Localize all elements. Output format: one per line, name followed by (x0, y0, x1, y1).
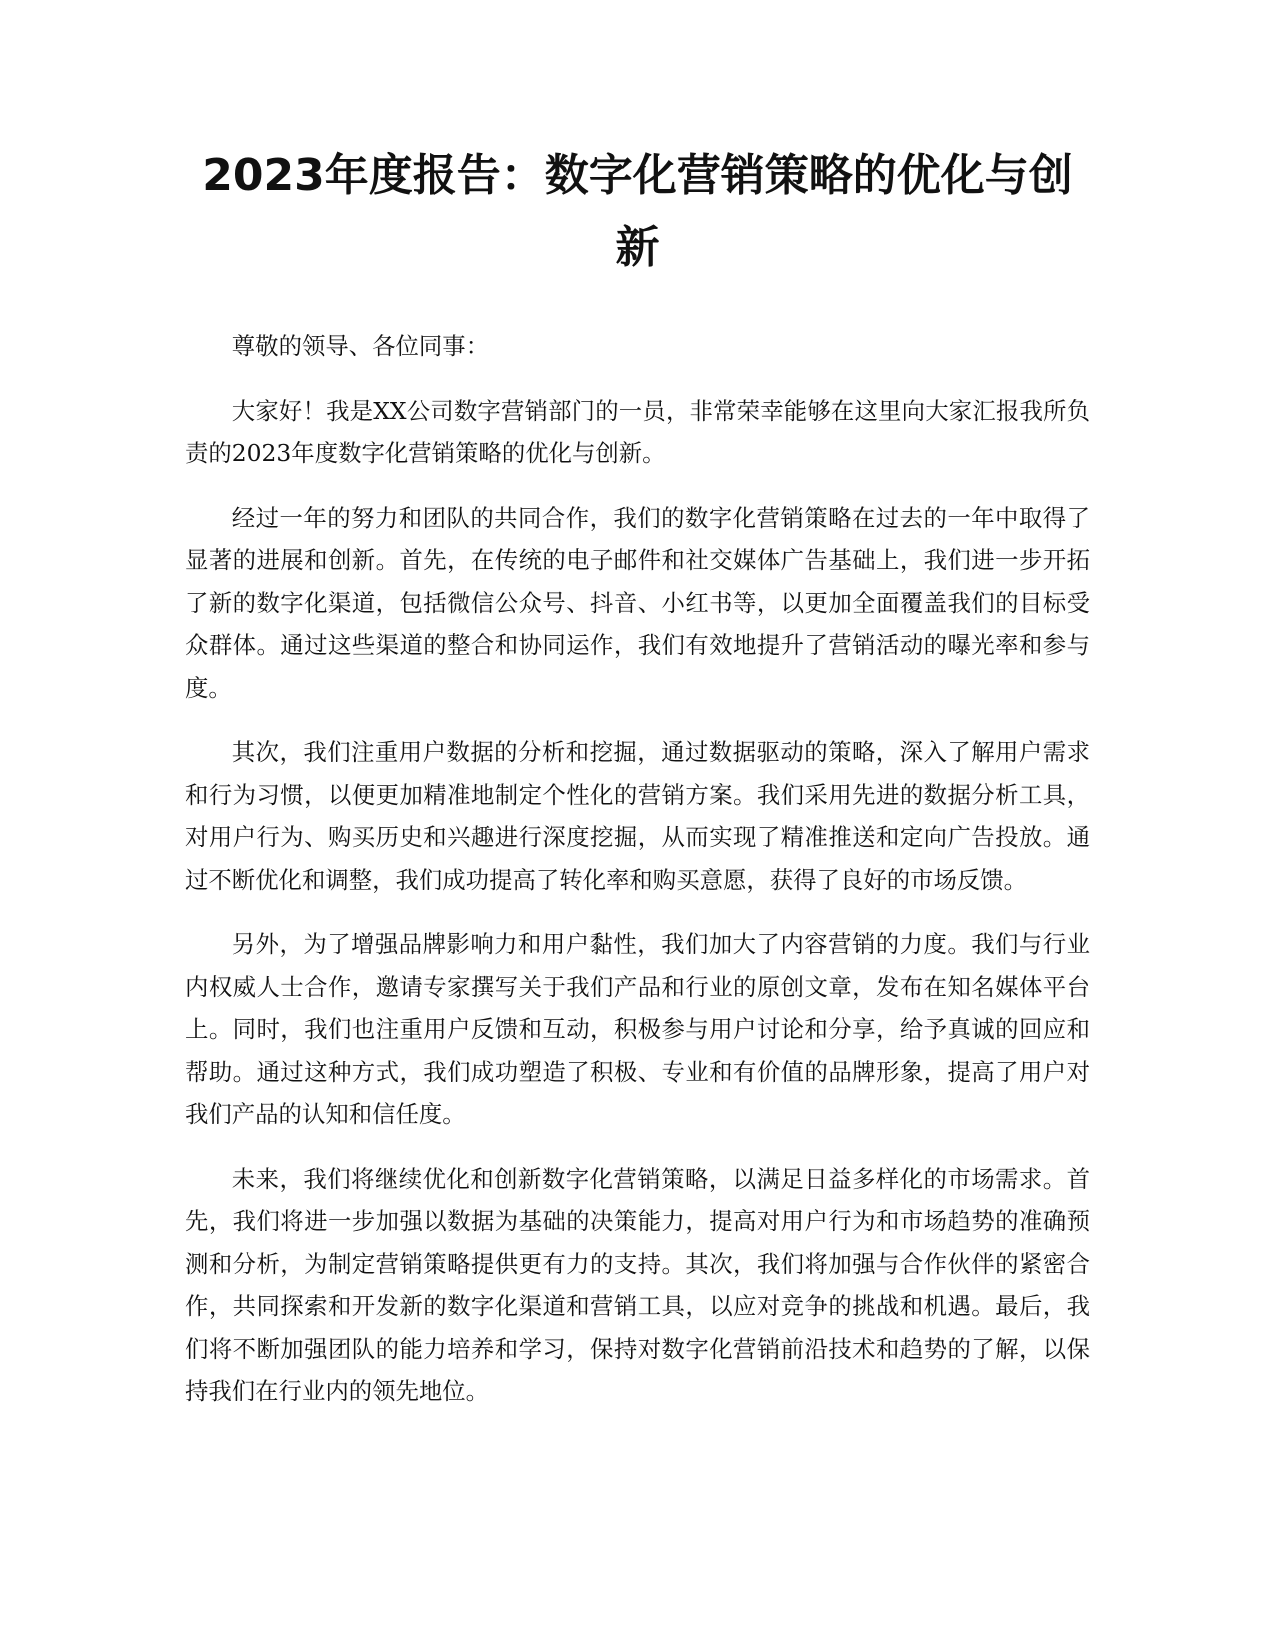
document-body (185, 325, 1090, 1435)
paragraph-greeting: 大家好！我是XX公司数字营销部门的一员，非常荣幸能够在这里向大家汇报我所负责的2023年度数字化营销策略的优化与创新。 (185, 396, 1090, 467)
paragraph-data-analysis: 其次，我们注重用户数据的分析和挖掘，通过数据驱动的策略，深入了解用户需求和行为习惯，以便更加精准地制定个性化的营销方案。我们采用先进的数据分析工具，对用户行为、购买历史和兴趣进行深度挖掘，从而实现了精准推送和定向广告投放。通过不断优化和调整，我们成功提高了转化率和购买意愿，获得了良好的市场反馈。 (185, 738, 1090, 894)
salutation: 尊敬的领导、各位同事： (231, 332, 490, 360)
paragraph-content-marketing: 另外，为了增强品牌影响力和用户黏性，我们加大了内容营销的力度。我们与行业内权威人士合作，邀请专家撰写关于我们产品和行业的原创文章，发布在知名媒体平台上。同时，我们也注重用户反馈和互动，积极参与用户讨论和分享，给予真诚的回应和帮助。通过这种方式，我们成功塑造了积极、专业和有价值的品牌形象，提高了用户对我们产品的认知和信任度。 (185, 930, 1090, 1128)
paragraph-channels: 经过一年的努力和团队的共同合作，我们的数字化营销策略在过去的一年中取得了显著的进展和创新。首先，在传统的电子邮件和社交媒体广告基础上，我们进一步开拓了新的数字化渠道，包括微信公众号、抖音、小红书等，以更加全面覆盖我们的目标受众群体。通过这些渠道的整合和协同运作，我们有效地提升了营销活动的曝光率和参与度。 (185, 503, 1090, 702)
paragraph-future: 未来，我们将继续优化和创新数字化营销策略，以满足日益多样化的市场需求。首先，我们将进一步加强以数据为基础的决策能力，提高对用户行为和市场趋势的准确预测和分析，为制定营销策略提供更有力的支持。其次，我们将加强与合作伙伴的紧密合作，共同探索和开发新的数字化渠道和营销工具，以应对竞争的挑战和机遇。最后，我们将不断加强团队的能力培养和学习，保持对数字化营销前沿技术和趋势的了解，以保持我们在行业内的领先地位。 (185, 1164, 1090, 1405)
document-title: 2023年度报告：数字化营销策略的优化与创新 (202, 150, 1073, 273)
